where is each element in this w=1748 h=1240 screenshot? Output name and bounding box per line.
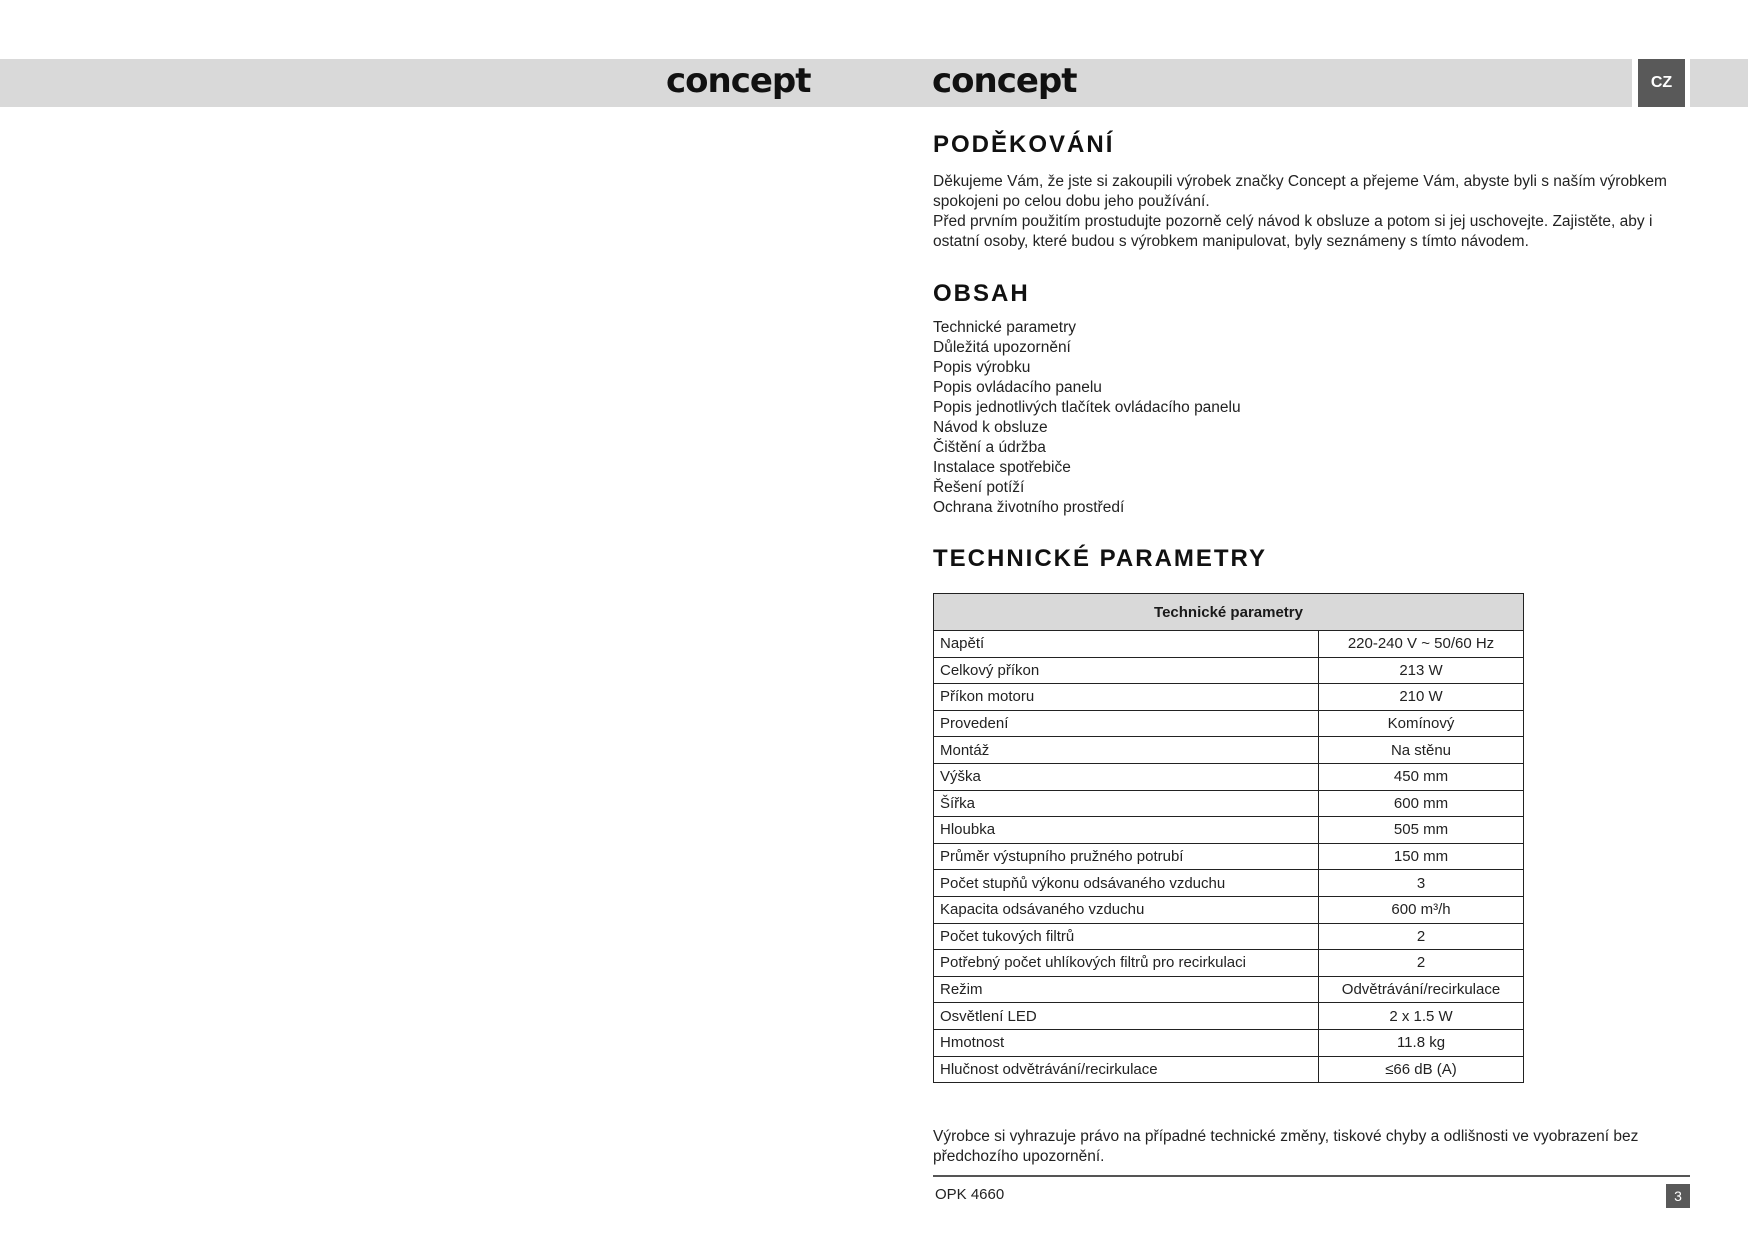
concept-logo-left	[666, 60, 816, 104]
concept-logo-right	[932, 60, 1082, 104]
spec-label: Příkon motoru	[934, 684, 1319, 711]
spec-label: Výška	[934, 763, 1319, 790]
spec-table-header: Technické parametry	[934, 594, 1524, 631]
spec-label: Šířka	[934, 790, 1319, 817]
table-row	[934, 1003, 1524, 1030]
table-row	[934, 631, 1524, 658]
table-row	[934, 843, 1524, 870]
brand-logo-text: concept	[932, 61, 1077, 101]
disclaimer-note: Výrobce si vyhrazuje právo na případné technické změny, tiskové chyby a odlišnosti ve vyobrazení bez předchozího upozornění.	[933, 1128, 1639, 1165]
spec-label: Montáž	[934, 737, 1319, 764]
spec-label: Provedení	[934, 710, 1319, 737]
spec-value: 150 mm	[1319, 843, 1524, 870]
spec-value: 213 W	[1319, 657, 1524, 684]
spec-value: 505 mm	[1319, 817, 1524, 844]
spec-value: Na stěnu	[1319, 737, 1524, 764]
spec-label: Počet stupňů výkonu odsávaného vzduchu	[934, 870, 1319, 897]
spec-value: Odvětrávání/recirkulace	[1319, 976, 1524, 1003]
spec-value: 2	[1319, 923, 1524, 950]
table-row	[934, 896, 1524, 923]
spec-value: 600 mm	[1319, 790, 1524, 817]
spec-value: 2 x 1.5 W	[1319, 1003, 1524, 1030]
thanks-paragraph: Před prvním použitím prostudujte pozorně celý návod k obsluze a potom si jej uschovejte. Zajistěte, aby i ostatní osoby, které budou s výrobkem manipulovat, byly seznámeny s tímto návodem.	[933, 213, 1653, 250]
header-band	[0, 59, 1748, 107]
contents-item: Čištění a údržba	[933, 439, 1046, 456]
spec-label: Celkový příkon	[934, 657, 1319, 684]
table-row	[934, 710, 1524, 737]
spec-label: Hlučnost odvětrávání/recirkulace	[934, 1056, 1319, 1083]
table-row	[934, 976, 1524, 1003]
spec-label: Napětí	[934, 631, 1319, 658]
table-row	[934, 950, 1524, 977]
thanks-paragraph: Děkujeme Vám, že jste si zakoupili výrobek značky Concept a přejeme Vám, abyste byli s naším výrobkem spokojeni po celou dobu jeho používání.	[933, 173, 1667, 210]
table-row	[934, 817, 1524, 844]
contents-item: Řešení potíží	[933, 479, 1025, 496]
section-title-contents: OBSAH	[933, 280, 1030, 307]
spec-value: 2	[1319, 950, 1524, 977]
spec-label: Hloubka	[934, 817, 1319, 844]
spec-value: Komínový	[1319, 710, 1524, 737]
spec-label: Režim	[934, 976, 1319, 1003]
language-badge: CZ	[1638, 59, 1685, 107]
spec-label: Potřebný počet uhlíkových filtrů pro recirkulaci	[934, 950, 1319, 977]
header-separator	[1685, 59, 1690, 107]
contents-item: Instalace spotřebiče	[933, 459, 1071, 476]
spec-label: Kapacita odsávaného vzduchu	[934, 896, 1319, 923]
table-row	[934, 790, 1524, 817]
thanks-text	[933, 172, 1668, 252]
footer-divider	[933, 1175, 1690, 1177]
spec-value: 600 m³/h	[1319, 896, 1524, 923]
brand-logo-text: concept	[666, 61, 811, 101]
contents-item: Popis výrobku	[933, 359, 1031, 376]
table-row	[934, 737, 1524, 764]
contents-item: Popis jednotlivých tlačítek ovládacího panelu	[933, 399, 1241, 416]
table-row	[934, 1029, 1524, 1056]
spec-table	[933, 593, 1524, 1083]
spec-value: ≤66 dB (A)	[1319, 1056, 1524, 1083]
spec-value: 220-240 V ~ 50/60 Hz	[1319, 631, 1524, 658]
table-row	[934, 763, 1524, 790]
spec-value: 11.8 kg	[1319, 1029, 1524, 1056]
spec-label: Počet tukových filtrů	[934, 923, 1319, 950]
section-title-thanks: PODĚKOVÁNÍ	[933, 131, 1115, 158]
table-row	[934, 870, 1524, 897]
contents-list	[933, 318, 1241, 518]
contents-item: Návod k obsluze	[933, 419, 1048, 436]
spec-value: 3	[1319, 870, 1524, 897]
contents-item: Ochrana životního prostředí	[933, 499, 1125, 516]
spec-value: 210 W	[1319, 684, 1524, 711]
spec-value: 450 mm	[1319, 763, 1524, 790]
spec-label: Průměr výstupního pružného potrubí	[934, 843, 1319, 870]
table-row	[934, 684, 1524, 711]
page-number-badge: 3	[1666, 1184, 1690, 1208]
contents-item: Technické parametry	[933, 319, 1077, 336]
section-title-tech: TECHNICKÉ PARAMETRY	[933, 545, 1268, 572]
spec-label: Hmotnost	[934, 1029, 1319, 1056]
model-number: OPK 4660	[935, 1186, 1005, 1203]
table-row	[934, 923, 1524, 950]
contents-item: Důležitá upozornění	[933, 339, 1071, 356]
table-row	[934, 657, 1524, 684]
spec-label: Osvětlení LED	[934, 1003, 1319, 1030]
table-row	[934, 1056, 1524, 1083]
contents-item: Popis ovládacího panelu	[933, 379, 1102, 396]
